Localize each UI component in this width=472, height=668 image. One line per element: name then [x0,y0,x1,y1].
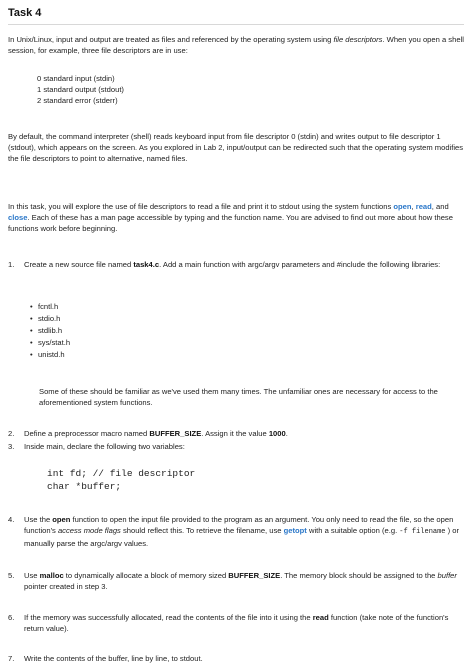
step-5: 5. Use malloc to dynamically allocate a block of memory sized BUFFER_SIZE. The memory block should be assigned to the buffer pointer created in step 3. [8,571,457,592]
macro-name: BUFFER_SIZE [149,429,202,438]
fd-item: 2 standard error (stderr) [37,96,118,105]
step-1: 1. Create a new source file named task4.c. Add a main function with argc/argv parameters and #include the following libraries: [8,260,441,269]
libraries-note: Some of these should be familiar as we've used them many times. The unfamiliar ones are necessary for access to the aforementioned system functions. [39,387,438,408]
macro-value: 1000 [268,429,286,438]
step-6: 6. If the memory was successfully allocated, read the contents of the file into it using the read function (take note of the function's return value). [8,613,449,634]
page-title: Task 4 [8,7,42,19]
intro-paragraph: In Unix/Linux, input and output are treated as files and referenced by the operating system using file descriptors. When you open a shell session, for example, three file descriptors are in use: [8,35,464,56]
code-block [47,468,195,493]
malloc-term: malloc [39,571,64,580]
option-example: -f filename [399,528,446,537]
fd-item: 1 standard output (stdout) [37,85,124,94]
step-3: 3. Inside main, declare the following two variables: [8,442,185,451]
list-item: • unistd.h [30,350,65,359]
fd-item: 0 standard input (stdin) [37,74,115,83]
open-term: open [52,515,71,524]
library-list [30,301,70,361]
step-number: 3. [8,442,15,451]
filename-term: task4.c [133,260,160,269]
step-7: 7. Write the contents of the buffer, line by line, to stdout. [8,654,203,663]
access-mode-term: access mode flags [57,526,121,536]
code-line: int fd; // file descriptor [47,468,196,479]
step-4: 4. Use the open function to open the input file provided to the program as an argument. You only need to read the file, so the open function's access mode flags should reflect this. To retrieve the filename, use getopt with a suitable option (e.g. -f filename ) or manually parse the argc/argv values. [8,515,460,549]
step-number: 7. [8,654,15,663]
task-paragraph: In this task, you will explore the use of file descriptors to read a file and print it to stdout using the system functions open, read, and close. Each of these has a man page accessible by typing and the function name. You are advised to find out more about how these functions work before beginning. [8,202,453,234]
file-descriptors-term: file descriptors [333,35,383,44]
buffer-term: buffer [437,571,457,580]
step-number: 1. [8,260,15,269]
getopt-link[interactable]: getopt [283,526,307,536]
close-link[interactable]: close [8,213,28,223]
step-number: 5. [8,571,15,580]
buffer-size-term: BUFFER_SIZE [228,571,281,580]
list-item: • stdio.h [30,314,61,323]
step-2: 2. Define a preprocessor macro named BUFFER_SIZE. Assign it the value 1000. [8,429,288,438]
list-item: • sys/stat.h [30,338,71,347]
read-link[interactable]: read [415,202,432,211]
redirection-paragraph: By default, the command interpreter (shell) reads keyboard input from file descriptor 0 (stdin) and writes output to file descriptor 1 (stdout), which appears on the screen. As you explored in Lab 2, input/output can be redirected such that the operating system modifies the file descriptors to point to alternative, named files. [8,132,464,164]
open-link[interactable]: open [393,202,412,211]
step-number: 2. [8,429,15,438]
step-number: 4. [8,515,15,524]
step-number: 6. [8,613,15,622]
file-descriptor-list [37,73,124,106]
list-item: • stdlib.h [30,326,63,335]
read-term: read [312,613,329,622]
list-item: • fcntl.h [30,302,59,311]
title-divider [8,24,464,25]
code-line: char *buffer; [47,480,122,492]
